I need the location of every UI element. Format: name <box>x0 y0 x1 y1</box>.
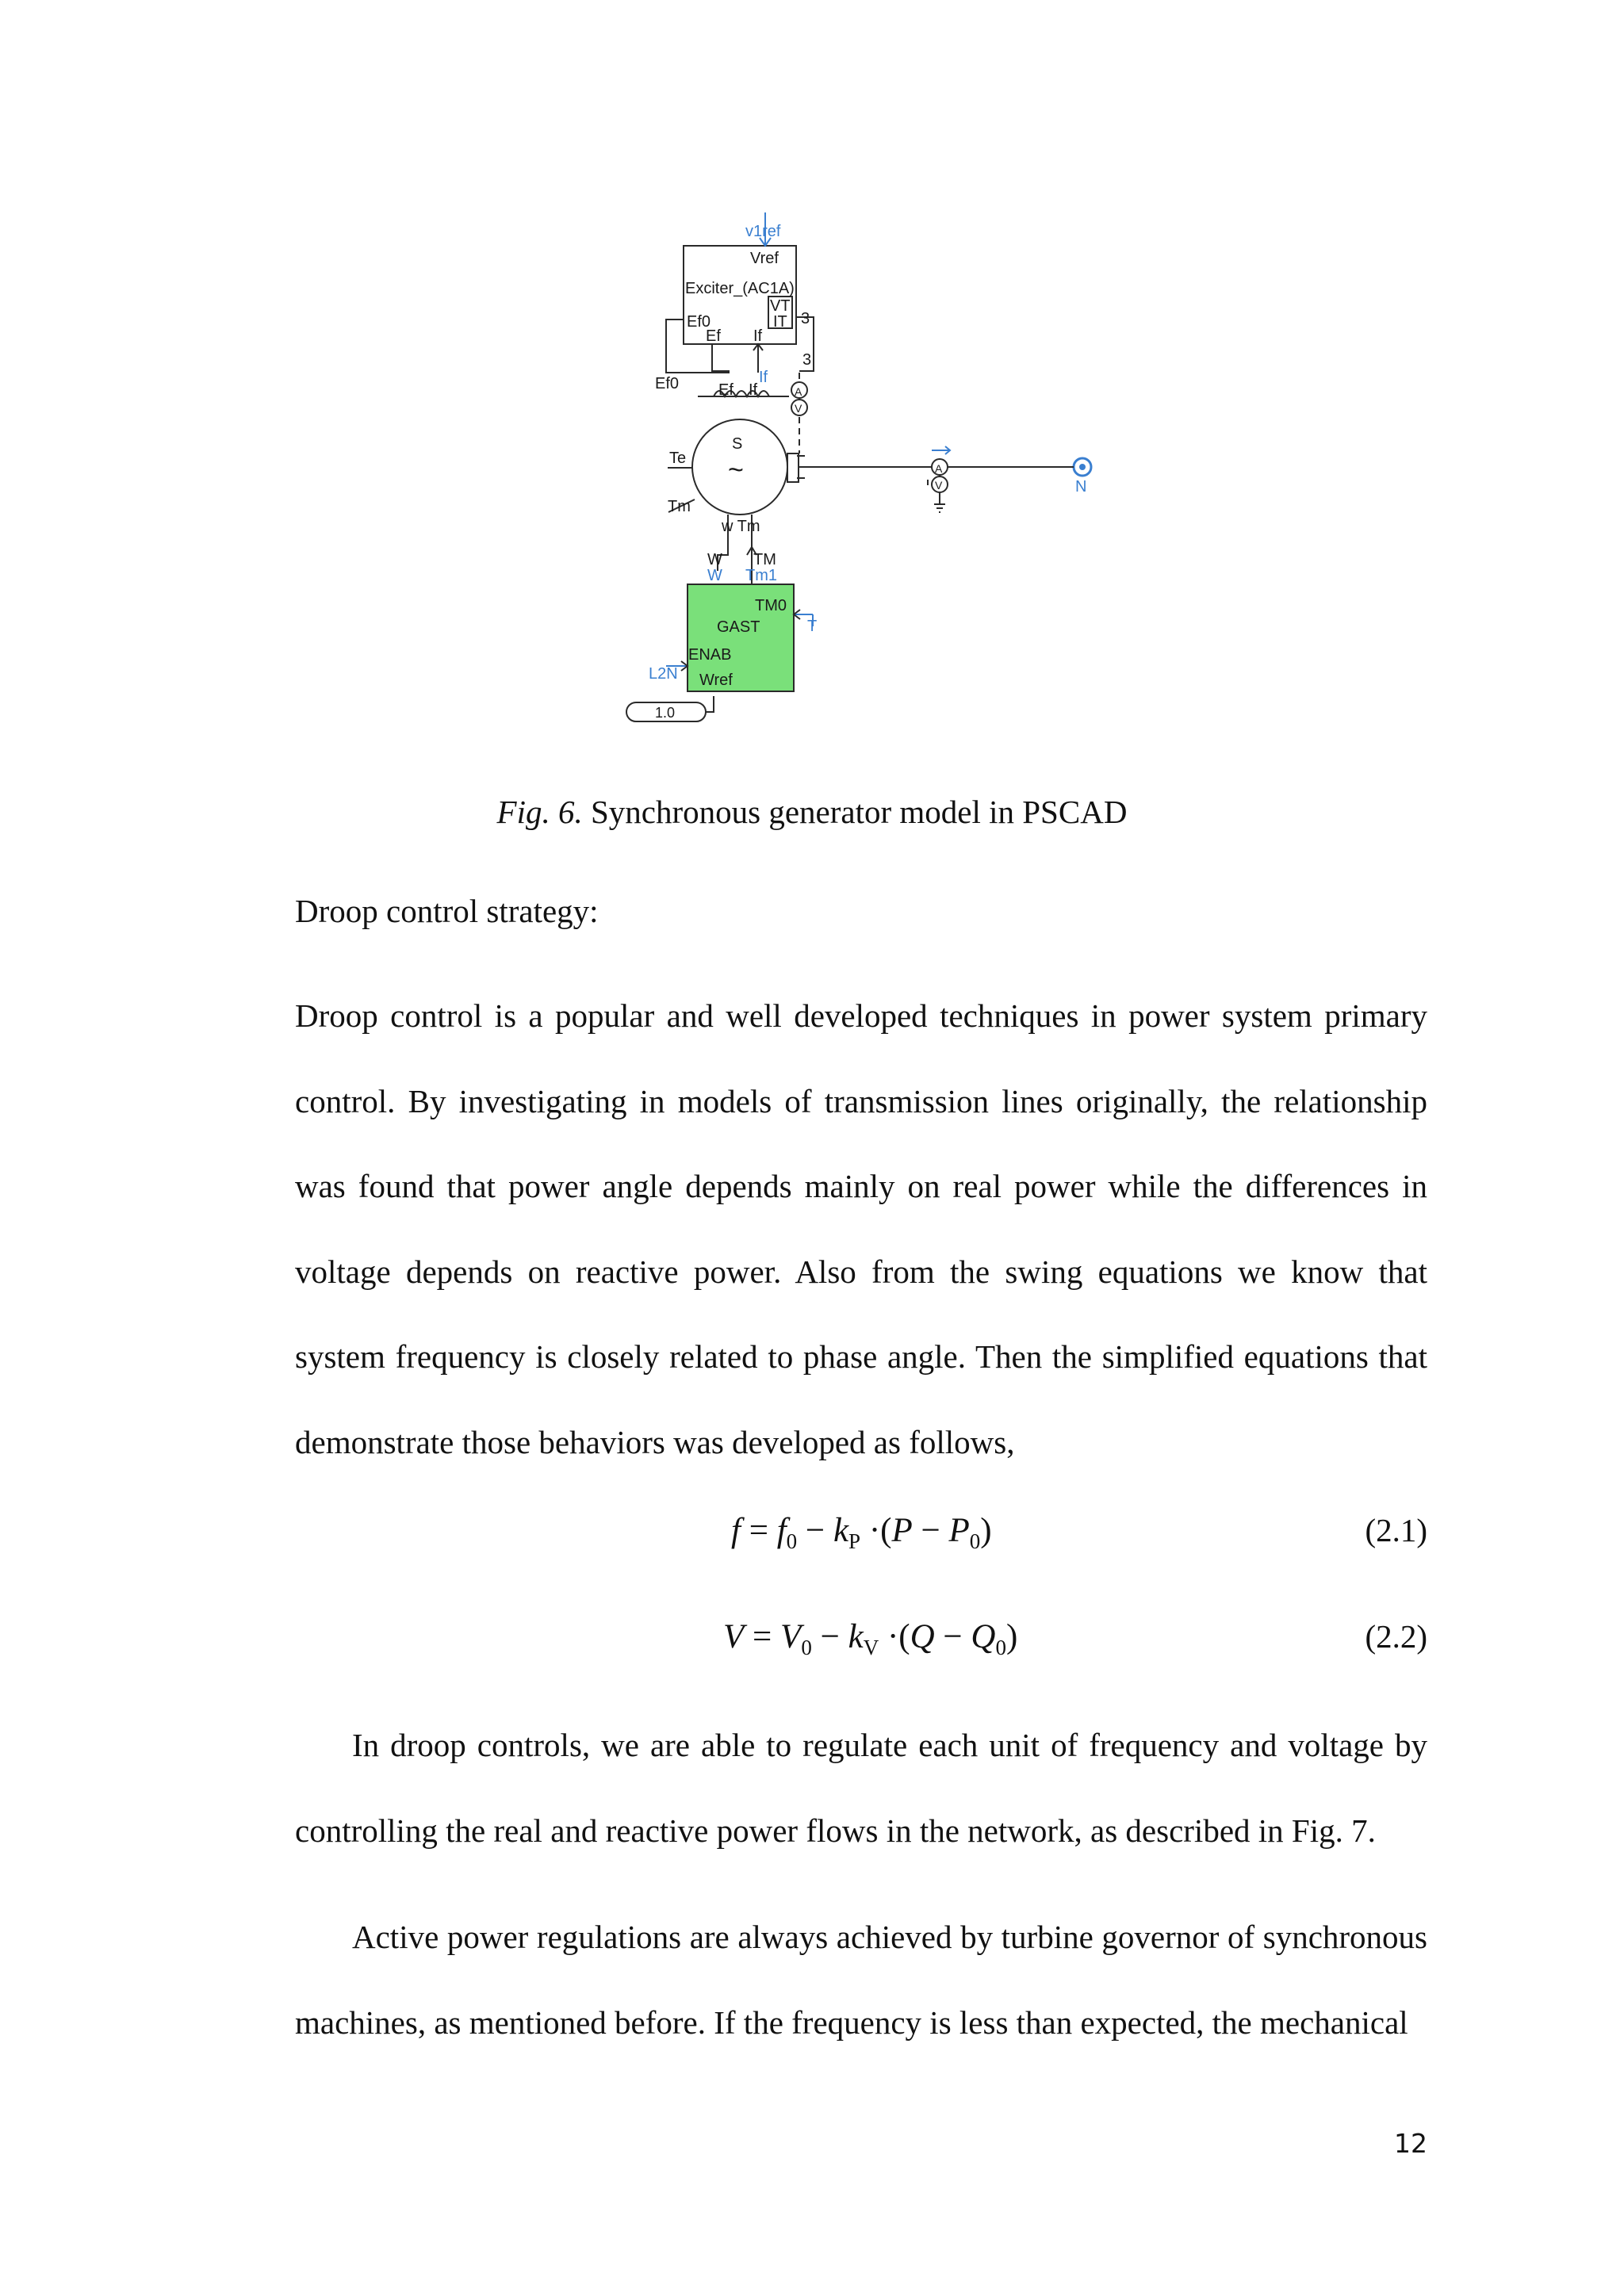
label-v1ref: v1ref <box>745 223 781 240</box>
label-const: 1.0 <box>655 705 676 721</box>
paragraph-droop-intro: Droop control is a popular and well developed techniques in power system primary control. By investigating in models of transmission lines originally, the relationship was found that power angle depends mainly on real power while the differences in voltage depends on reactive power. Also from the swing equations we know that system frequency is closely related to phase angle. Then the simplified equations that demonstrate those behaviors was developed as follows, <box>295 997 1427 1460</box>
label-node-n: N <box>1075 478 1087 496</box>
label-w-pin: W <box>707 551 722 568</box>
label-vref: Vref <box>750 250 779 267</box>
label-tm-pin: TM <box>753 551 776 568</box>
label-exciter: Exciter_(AC1A) <box>685 280 795 297</box>
label-gast: GAST <box>717 618 760 636</box>
figure-caption-text: Synchronous generator model in PSCAD <box>582 794 1128 830</box>
label-voltmeter-1: V <box>795 402 802 415</box>
label-ef0-in: Ef0 <box>687 313 711 331</box>
figure-number: Fig. 6. <box>496 794 583 830</box>
label-if-wind: If <box>749 381 758 399</box>
label-ef-wind: Ef <box>718 381 733 399</box>
label-ef-out: Ef <box>706 327 721 345</box>
label-voltmeter-2: V <box>935 479 943 492</box>
section-heading: Droop control strategy: <box>295 893 599 929</box>
label-it: IT <box>773 313 787 331</box>
label-wtm: w Tm <box>722 518 760 535</box>
label-vt: VT <box>770 297 791 315</box>
label-enab: ENAB <box>688 646 732 664</box>
label-ammeter-2: A <box>935 462 943 475</box>
label-ammeter-1: A <box>795 385 802 398</box>
label-s: S <box>732 435 743 453</box>
equation-2-2: $V = V_0 - k_V \cdot(Q - Q_0)$ <box>723 1618 1018 1659</box>
label-wref: Wref <box>699 672 733 689</box>
label-3b: 3 <box>802 351 812 369</box>
label-l2n: L2N <box>649 665 678 683</box>
label-tm-left: Tm <box>668 498 691 515</box>
label-te: Te <box>669 450 687 467</box>
equation-number-2-1: (2.1) <box>1365 1512 1427 1548</box>
label-tm1-blue: Tm1 <box>745 567 777 584</box>
label-tm0: TM0 <box>755 597 787 614</box>
figure-6-schematic <box>0 0 1624 761</box>
label-w-blue: W <box>707 567 722 584</box>
paragraph-droop-regulation: In droop controls, we are able to regulate each unit of frequency and voltage by controlling the real and reactive power flows in the network, as described in Fig. 7. <box>295 1727 1427 1849</box>
label-ef0-wire: Ef0 <box>655 375 680 392</box>
label-3a: 3 <box>801 310 810 327</box>
equation-number-2-2: (2.2) <box>1365 1618 1427 1655</box>
page-number: 12 <box>1394 2128 1427 2159</box>
equation-2-1: $f = f_0 - k_P \cdot(P - P_0)$ <box>731 1512 992 1553</box>
figure-caption <box>0 793 1624 831</box>
label-t-blue: T <box>807 618 818 635</box>
label-tilde: ~ <box>728 455 744 485</box>
paragraph-active-power: Active power regulations are always achieved by turbine governor of synchronous machines, as mentioned before. If the frequency is less than expected, the mechanical <box>295 1919 1427 2041</box>
label-if-blue: If <box>759 369 768 386</box>
label-if-out: If <box>753 327 763 345</box>
